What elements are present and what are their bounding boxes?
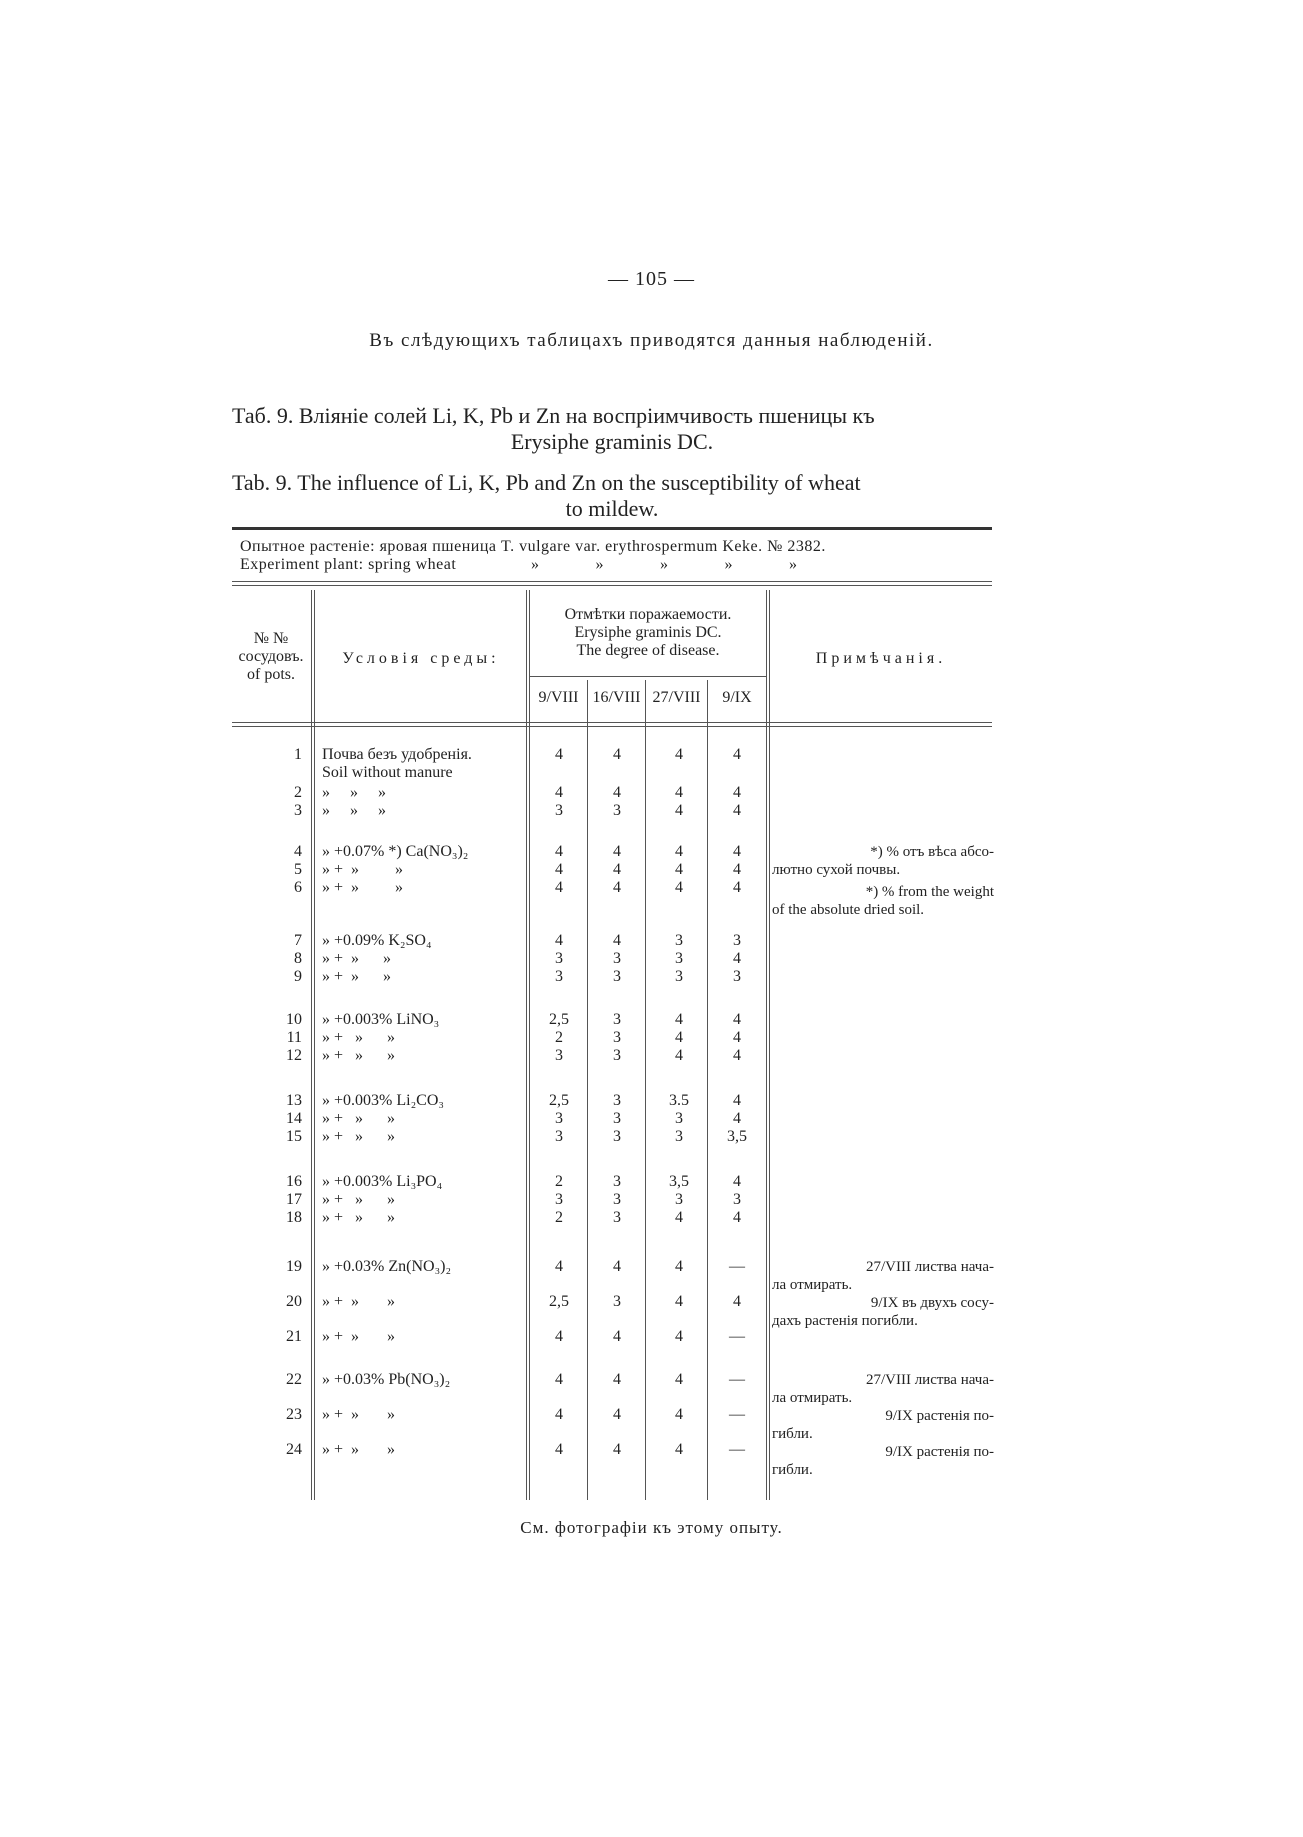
note-percent-en2: of the absolute dried soil.: [772, 902, 925, 918]
row-condition: » + » »: [322, 1441, 396, 1458]
row-number: 19: [286, 1258, 302, 1275]
row-score: 3: [613, 1110, 621, 1127]
row-condition: » + » »: [322, 1047, 396, 1064]
row-score: 4: [555, 784, 563, 801]
row-score: 3: [613, 1128, 621, 1145]
row-condition: Soil without manure: [322, 764, 453, 781]
plant-en-label: Experiment plant: spring wheat: [240, 556, 457, 573]
row-score: 4: [555, 861, 563, 878]
row-condition: » + » »: [322, 1110, 396, 1127]
caption-ru-line1: Таб. 9. Вліяніе солей Li, K, Pb и Zn на воспріимчивость пшеницы къ: [232, 403, 875, 428]
row-condition: » +0.003% Li₃PO₄: [322, 1173, 443, 1190]
row-score: 4: [613, 879, 621, 896]
row-score: 2,5: [549, 1011, 569, 1028]
row-score: 3: [675, 1191, 683, 1208]
row-number: 10: [286, 1011, 302, 1028]
header-disease-en: The degree of disease.: [576, 642, 720, 659]
row-number: 6: [294, 879, 302, 896]
row-score: 4: [675, 1441, 683, 1458]
row-score: 3: [555, 1128, 563, 1145]
row-score: 4: [733, 950, 741, 967]
row-score: 2,5: [549, 1092, 569, 1109]
row-condition: » + » »: [322, 1128, 396, 1145]
row-score: 4: [555, 1258, 563, 1275]
row-score: 2: [555, 1173, 563, 1190]
row-number: 4: [294, 843, 302, 860]
row-score: 4: [613, 1406, 621, 1423]
col-divider-d3: [707, 680, 708, 1500]
row-score: —: [729, 1371, 745, 1388]
row-score: 4: [675, 843, 683, 860]
header-pots-ru2: сосудовъ.: [238, 648, 304, 665]
row-score: 3: [733, 1191, 741, 1208]
row-score: 4: [733, 843, 741, 860]
row-score: 4: [555, 1406, 563, 1423]
note-percent-en: *) % from the weight: [865, 884, 994, 900]
plant-en: [240, 556, 1000, 574]
row-score: 2: [555, 1209, 563, 1226]
row-number: 22: [286, 1371, 302, 1388]
row-score: 3: [555, 968, 563, 985]
row-condition: » + » »: [322, 968, 392, 985]
row-score: 3: [675, 950, 683, 967]
row-score: —: [729, 1406, 745, 1423]
row-score: 3: [613, 968, 621, 985]
row-score: 4: [733, 1209, 741, 1226]
note-pb-b: ла отмирать.: [772, 1390, 853, 1406]
row-condition: » + » »: [322, 1328, 396, 1345]
row-score: 4: [613, 784, 621, 801]
row-score: 3: [675, 968, 683, 985]
row-score: 3: [613, 1209, 621, 1226]
row-score: 3.5: [669, 1092, 689, 1109]
row-score: 4: [733, 1011, 741, 1028]
row-condition: » + » »: [322, 1209, 396, 1226]
row-score: 4: [675, 1293, 683, 1310]
row-number: 2: [294, 784, 302, 801]
row-score: —: [729, 1258, 745, 1275]
header-date-3: 27/VIII: [652, 689, 701, 706]
row-score: 4: [675, 1011, 683, 1028]
row-score: 4: [675, 1029, 683, 1046]
note-zn-c: 9/IX въ двухъ сосу-: [870, 1295, 994, 1311]
header-rule-top: [232, 581, 992, 582]
row-score: 3: [613, 1173, 621, 1190]
row-score: 3: [613, 950, 621, 967]
row-number: 16: [286, 1173, 302, 1190]
row-score: 3: [555, 1191, 563, 1208]
row-score: 4: [613, 1371, 621, 1388]
row-score: 3: [613, 802, 621, 819]
row-score: 4: [733, 1047, 741, 1064]
row-score: 2,5: [549, 1293, 569, 1310]
row-score: 4: [613, 861, 621, 878]
row-score: 4: [555, 1371, 563, 1388]
row-score: 4: [675, 1047, 683, 1064]
row-score: 4: [675, 879, 683, 896]
row-condition: » + » »: [322, 861, 404, 878]
row-condition: » + » »: [322, 1406, 396, 1423]
header-rule-bottom: [232, 722, 992, 723]
header-date-2: 16/VIII: [592, 689, 641, 706]
row-condition: » +0.09% K₂SO₄: [322, 932, 432, 949]
row-score: 4: [613, 1328, 621, 1345]
row-number: 8: [294, 950, 302, 967]
footer-note: См. фотографіи къ этому опыту.: [520, 1518, 783, 1537]
note-pb-c: 9/IX растенія по-: [885, 1408, 994, 1424]
note-pb: [772, 1371, 994, 1479]
header-notes: Примѣчанія.: [815, 650, 947, 667]
row-condition: » + » »: [322, 950, 392, 967]
row-score: 4: [733, 746, 741, 763]
note-pb-e: 9/IX растенія по-: [885, 1444, 994, 1460]
row-score: 4: [613, 746, 621, 763]
row-score: 2: [555, 1029, 563, 1046]
header-date-4: 9/IX: [722, 689, 752, 706]
row-score: 3: [675, 1128, 683, 1145]
row-score: 4: [733, 1029, 741, 1046]
header-disease-latin: Erysiphe graminis DC.: [574, 624, 722, 641]
row-condition: » + » »: [322, 879, 404, 896]
row-score: —: [729, 1328, 745, 1345]
row-score: 4: [675, 1371, 683, 1388]
row-number: 12: [286, 1047, 302, 1064]
header-date-1: 9/VIII: [538, 689, 579, 706]
header-date-rule: [530, 676, 766, 677]
header-disease-ru: Отмѣтки поражаемости.: [564, 606, 732, 623]
row-number: 20: [286, 1293, 302, 1310]
caption-en-line2: to mildew.: [565, 496, 659, 521]
row-score: 4: [555, 932, 563, 949]
caption-russian: [232, 403, 992, 455]
caption-en-line1: Tab. 9. The influence of Li, K, Pb and Zn on the susceptibility of wheat: [232, 470, 861, 495]
note-pb-d: гибли.: [772, 1426, 813, 1442]
caption-ru-line2: Erysiphe graminis DC.: [510, 429, 714, 454]
row-score: 3: [675, 1110, 683, 1127]
note-percent-ru2: лютно сухой почвы.: [772, 862, 901, 878]
row-score: 4: [675, 1406, 683, 1423]
row-score: —: [729, 1441, 745, 1458]
row-score: 4: [675, 802, 683, 819]
row-condition: » » »: [322, 784, 386, 801]
row-condition: » + » »: [322, 1029, 396, 1046]
row-score: 4: [555, 879, 563, 896]
row-score: 3: [733, 932, 741, 949]
row-score: 3: [555, 950, 563, 967]
row-number: 15: [286, 1128, 302, 1145]
row-condition: » +0.03% Pb(NO₃)₂: [322, 1371, 451, 1388]
header-rule-bottom2: [232, 726, 992, 727]
header-disease: [530, 606, 766, 660]
row-number: 3: [294, 802, 302, 819]
row-score: 3,5: [727, 1128, 747, 1145]
row-score: 4: [675, 1328, 683, 1345]
row-score: 4: [675, 1258, 683, 1275]
row-score: 3: [613, 1047, 621, 1064]
page-number: — 105 —: [608, 268, 695, 290]
note-zn-b: ла отмирать.: [772, 1277, 853, 1293]
row-number: 24: [286, 1441, 302, 1458]
row-score: 4: [733, 1293, 741, 1310]
row-number: 1: [294, 746, 302, 763]
row-number: 9: [294, 968, 302, 985]
row-number: 7: [294, 932, 302, 949]
caption-english: [232, 470, 992, 522]
note-zn-d: дахъ растенія погибли.: [772, 1313, 918, 1329]
top-rule: [232, 527, 992, 530]
row-number: 14: [286, 1110, 302, 1127]
row-score: 4: [555, 746, 563, 763]
note-pb-f: гибли.: [772, 1462, 813, 1478]
row-score: 3: [733, 968, 741, 985]
note-zn-a: 27/VIII листва нача-: [865, 1259, 994, 1275]
row-score: 3: [613, 1191, 621, 1208]
row-number: 5: [294, 861, 302, 878]
row-number: 18: [286, 1209, 302, 1226]
row-score: 4: [675, 861, 683, 878]
row-number: 17: [286, 1191, 302, 1208]
note-percent-ru: *) % отъ вѣса абсо-: [870, 844, 994, 860]
row-score: 3: [613, 1011, 621, 1028]
row-score: 4: [733, 802, 741, 819]
header-pots: [232, 630, 310, 684]
row-condition: Почва безъ удобренія.: [322, 746, 472, 763]
intro-text: Въ слѣдующихъ таблицахъ приводятся данныя наблюденій.: [369, 330, 934, 351]
header-pots-en: of pots.: [247, 666, 295, 683]
row-score: 4: [675, 746, 683, 763]
row-score: 4: [613, 1258, 621, 1275]
row-score: 4: [733, 1110, 741, 1127]
row-condition: » +0.003% LiNO₃: [322, 1011, 440, 1028]
header-rule-top2: [232, 585, 992, 586]
row-condition: » + » »: [322, 1191, 396, 1208]
row-condition: » + » »: [322, 1293, 396, 1310]
col-divider-d1: [587, 680, 588, 1500]
row-score: 4: [613, 932, 621, 949]
row-score: 3: [675, 932, 683, 949]
header-pots-ru: № №: [253, 630, 289, 647]
row-score: 4: [555, 843, 563, 860]
ditto-mark: »: [660, 556, 669, 573]
row-score: 3: [555, 1047, 563, 1064]
row-condition: » +0.07% *) Ca(NO₃)₂: [322, 843, 469, 860]
row-condition: » +0.03% Zn(NO₃)₂: [322, 1258, 452, 1275]
ditto-mark: »: [531, 556, 540, 573]
note-pb-a: 27/VIII листва нача-: [865, 1372, 994, 1388]
row-number: 13: [286, 1092, 302, 1109]
col-divider-d2: [645, 680, 646, 1500]
ditto-mark: »: [595, 556, 605, 573]
header-conditions: Условія среды:: [342, 650, 500, 667]
row-score: 3: [613, 1293, 621, 1310]
ditto-mark: »: [724, 556, 734, 573]
row-score: 4: [675, 784, 683, 801]
row-score: 4: [613, 843, 621, 860]
row-score: 4: [675, 1209, 683, 1226]
row-number: 21: [286, 1328, 302, 1345]
note-percent: [772, 843, 994, 919]
row-score: 4: [733, 1092, 741, 1109]
row-condition: » +0.003% Li₂CO₃: [322, 1092, 444, 1109]
row-score: 3: [555, 1110, 563, 1127]
row-score: 3: [613, 1029, 621, 1046]
row-score: 4: [733, 879, 741, 896]
row-score: 4: [733, 1173, 741, 1190]
row-score: 3: [613, 1092, 621, 1109]
row-score: 4: [613, 1441, 621, 1458]
row-score: 3,5: [669, 1173, 689, 1190]
row-number: 11: [286, 1029, 302, 1046]
row-score: 4: [733, 861, 741, 878]
row-score: 4: [733, 784, 741, 801]
ditto-mark: »: [789, 556, 798, 573]
plant-ru: Опытное растеніе: яровая пшеница T. vulgare var. erythrospermum Keke. № 2382.: [240, 538, 826, 555]
note-zn: [772, 1258, 994, 1330]
row-condition: » » »: [322, 802, 386, 819]
row-score: 4: [555, 1328, 563, 1345]
row-score: 3: [555, 802, 563, 819]
row-number: 23: [286, 1406, 302, 1423]
row-score: 4: [555, 1441, 563, 1458]
